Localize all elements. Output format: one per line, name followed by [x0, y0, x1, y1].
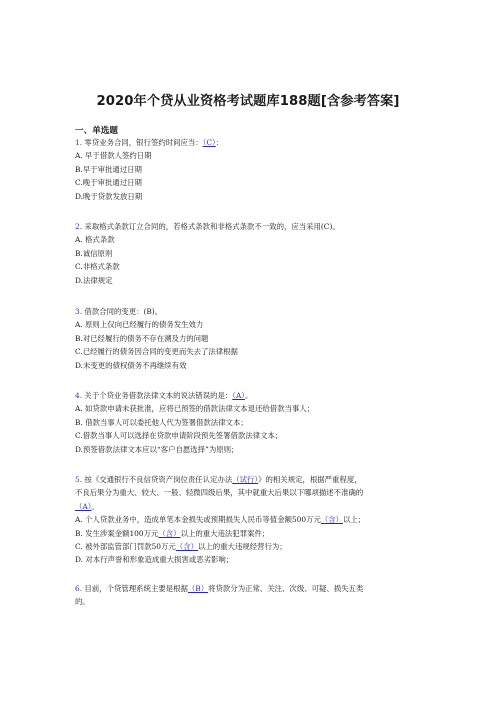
option-b: B. 借款当事人可以委托他人代为签署借款法律文本； [75, 417, 248, 427]
option-text: 以上的重大违规经营行为； [197, 542, 287, 552]
underlined-term: （含） [175, 542, 198, 552]
option-b: B.对已经履行的债务不存在溯及力的问题 [75, 333, 209, 343]
option-b [75, 527, 423, 540]
question-stem-line-1 [75, 582, 423, 595]
option-d: D.未变更的债权债务不再继续有效 [75, 360, 187, 370]
stem-text: 关于个贷业务借款法律文本的说法错误的是： [84, 391, 233, 400]
option-a [75, 513, 423, 526]
stem-text: 》的相关规定，根据严重程度， [258, 475, 362, 484]
question-stem [75, 220, 423, 233]
option-a: A. 如贷款申请未获批准，应将已预签的借款法律文本退还给借款当事人； [75, 404, 315, 414]
stem-text: 零贷业务合同，银行签约时间应当： [84, 138, 203, 147]
question-number: 3. [75, 307, 83, 316]
underlined-term: （含） [158, 528, 181, 538]
option-c: C.已经履行的债务因合同的变更而失去了法律根据 [75, 347, 238, 357]
option-c: C.借款当事人可以选择在贷款申请阶段预先签署借款法律文本； [75, 431, 283, 441]
question-1 [75, 136, 423, 203]
question-number: 1. [75, 138, 83, 147]
option-text: A. 个人贷款业务中，造成单笔本金损失或预期损失人民币等值金额500万元 [75, 515, 321, 525]
option-c: C.非格式条款 [75, 262, 120, 272]
stem-text: 将贷款分为正常、关注、次级、可疑、损失五类 [208, 584, 364, 593]
document-title: 2020年个贷从业资格考试题库188题[含参考答案] [96, 94, 400, 109]
question-number: 2. [75, 222, 83, 231]
option-d [75, 553, 423, 566]
option-b: B.诚信原则 [75, 248, 113, 258]
option-text: C. 被外部监管部门罚款50万元 [75, 542, 176, 552]
stem-text: 目前，个贷管理系统主要是根据 [84, 584, 188, 593]
question-5 [75, 473, 423, 567]
option-a: A. 早于借款人签约日期 [75, 151, 152, 161]
question-number: 5. [75, 475, 83, 484]
stem-text: 。 [244, 391, 253, 400]
option-a: A. 格式条款 [75, 235, 115, 245]
underlined-term: （试行） [232, 475, 259, 484]
section-heading: 一、单选题 [75, 126, 118, 136]
option-text: 以上的重大违法犯罪案件； [180, 528, 270, 538]
option-c [75, 540, 423, 553]
stem-text: 。 [91, 501, 99, 511]
option-d: D.晚于贷款发放日期 [75, 191, 143, 201]
option-d: D.法律规定 [75, 275, 113, 285]
question-6 [75, 582, 423, 609]
stem-text: 采取格式条款订立合同的，若格式条款和非格式条款不一致的，应当采用(C)。 [84, 222, 340, 231]
question-stem-line-3 [75, 500, 423, 513]
question-stem [75, 136, 423, 149]
question-stem [75, 305, 423, 318]
question-stem [75, 389, 423, 402]
option-text: B. 发生涉案金额100万元 [75, 528, 159, 538]
option-d: D.预签借款法律文本应以“客户自愿选择”为原则； [75, 444, 239, 454]
question-2 [75, 220, 423, 287]
underlined-term: （含） [320, 515, 344, 525]
stem-text: 借款合同的变更：(B)。 [84, 307, 163, 316]
question-stem-line-2: 的。 [75, 597, 90, 607]
question-number: 4. [75, 391, 83, 400]
answer-mark: （A） [75, 501, 92, 511]
option-text: 以上； [343, 515, 366, 525]
stem-text: 按《交通银行不良信贷资产岗位责任认定办法 [84, 475, 233, 484]
question-4 [75, 389, 423, 456]
answer-mark: （A） [232, 391, 245, 400]
option-c: C.晚于审批通过日期 [75, 178, 142, 188]
stem-text: ： [215, 138, 224, 147]
answer-mark: （C） [202, 138, 216, 147]
option-a: A. 原则上仅向已经履行的债务发生效力 [75, 320, 204, 330]
option-text: D. 对本行声誉和形象造成重大损害或恶劣影响； [75, 555, 234, 565]
answer-mark: （B） [187, 584, 209, 593]
question-3 [75, 305, 423, 372]
option-b: B.早于审批通过日期 [75, 164, 142, 174]
question-number: 6. [75, 584, 83, 593]
question-stem-line-2: 不良后果分为重大、较大、一般、轻微四级后果，其中就重大后果以下哪项描述不准确的 [75, 488, 364, 498]
question-stem-line-1 [75, 473, 423, 486]
